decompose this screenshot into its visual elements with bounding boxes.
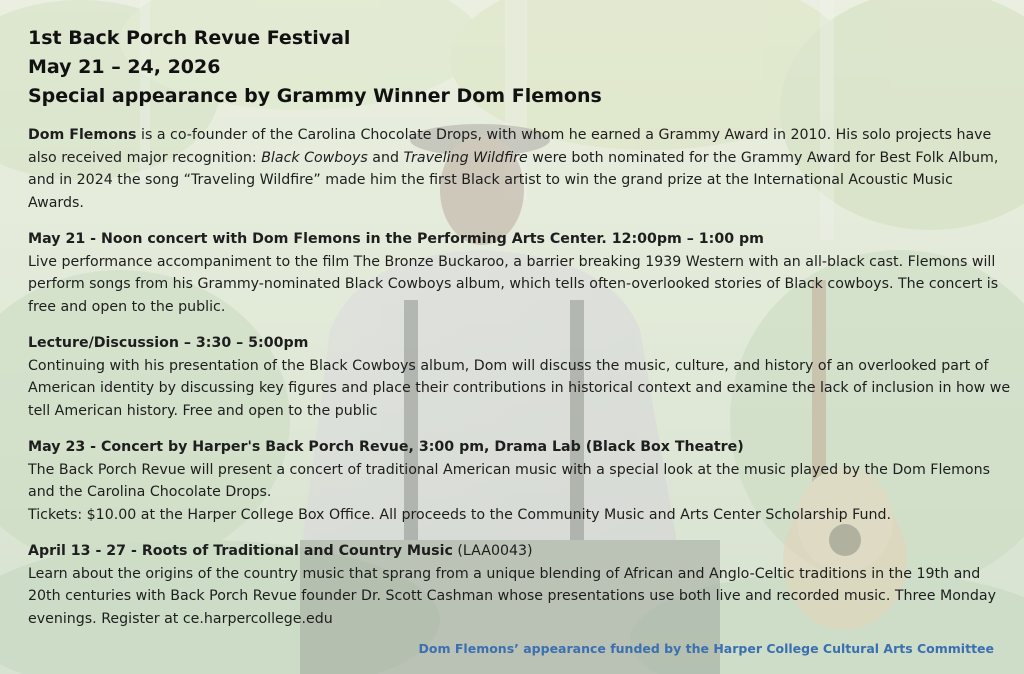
event-tickets: Tickets: $10.00 at the Harper College Box Office. All proceeds to the Community Music and Arts Center Scholarship Fund. [28,506,892,523]
album-black-cowboys: Black Cowboys [261,149,368,166]
event-heading: Lecture/Discussion – 3:30 – 5:00pm [28,335,309,351]
event-heading: April 13 - 27 - Roots of Traditional and Country Music [28,543,453,559]
album-traveling-wildfire: Traveling Wildfire [403,149,528,166]
event-lecture [28,332,1013,422]
intro-text-1: is a co-founder of the Carolina Chocolate Drops, with whom he earned a Grammy Award in 2010. His solo projects have also received major recognition: [28,127,992,166]
funding-credit: Dom Flemons’ appearance funded by the Harper College Cultural Arts Committee [418,641,994,656]
event-body: Learn about the origins of the country music that sprang from a unique blending of African and Anglo-Celtic traditions in the 19th and 20th centuries with Back Porch Revue founder Dr. Scott Cashman whose presentations use both live and recorded music. Three Monday evenings. Register at ce.harpercollege.edu [28,565,997,627]
intro-paragraph [28,124,1013,214]
intro-and: and [367,149,404,166]
event-heading: May 23 - Concert by Harper's Back Porch Revue, 3:00 pm, Drama Lab (Black Box Theatre) [28,439,744,455]
intro-text-2: were both nominated for the Grammy Award for Best Folk Album, and in 2024 the song “Traveling Wildfire” made him the first Black artist to win the grand prize at the International Acoustic Music Awards. [28,149,999,211]
special-appearance: Special appearance by Grammy Winner Dom Flemons [28,85,602,107]
flyer-content [28,24,1013,630]
event-roots-course [28,540,1013,630]
event-revue-concert [28,436,1013,526]
event-body: Live performance accompaniment to the film The Bronze Buckaroo, a barrier breaking 1939 Western with an all-black cast. Flemons will perform songs from his Grammy-nominated Black Cowboys album, which tells often-overlooked stories of Black cowboys. The concert is free and open to the public. [28,253,999,315]
festival-dates: May 21 – 24, 2026 [28,56,221,78]
event-body: Continuing with his presentation of the Black Cowboys album, Dom will discuss the music, culture, and history of an overlooked part of American identity by discussing key figures and place their contributions in historical context and examine the lack of inclusion in how we tell American history. Free and open to the public [28,357,1011,419]
event-body: The Back Porch Revue will present a concert of traditional American music with a special look at the music played by the Dom Flemons and the Carolina Chocolate Drops. [28,461,990,500]
festival-title: 1st Back Porch Revue Festival [28,27,351,49]
event-noon-concert [28,228,1013,318]
intro-name: Dom Flemons [28,127,137,143]
event-heading-line [28,540,1013,563]
course-code: (LAA0043) [452,543,533,559]
event-heading: May 21 - Noon concert with Dom Flemons in the Performing Arts Center. 12:00pm – 1:00 pm [28,231,764,247]
header [28,24,1013,111]
